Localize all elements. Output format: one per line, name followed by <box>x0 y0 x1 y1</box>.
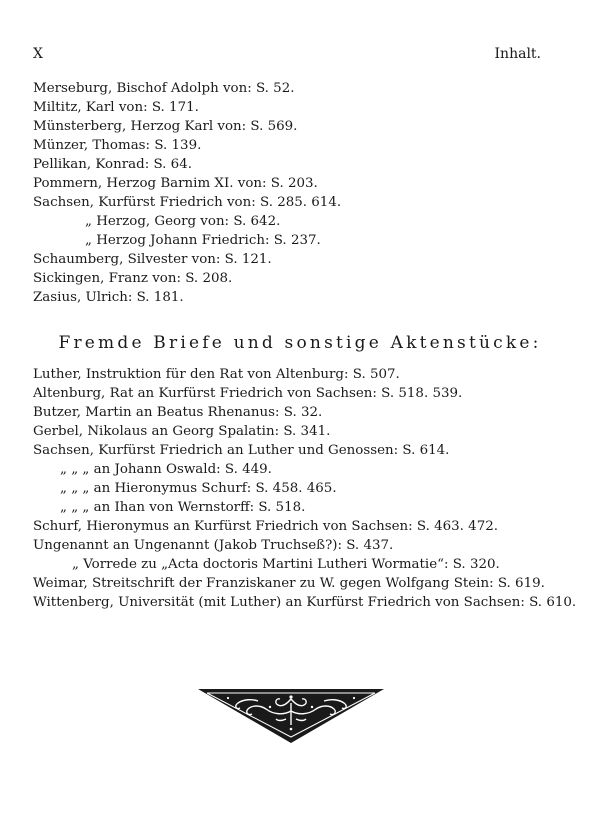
list-item: Weimar, Streitschrift der Franziskaner zu W. gegen Wolfgang Stein: S. 619. <box>33 576 545 591</box>
list-item: Schurf, Hieronymus an Kurfürst Friedrich von Sachsen: S. 463. 472. <box>33 519 498 534</box>
list-item: Luther, Instruktion für den Rat von Altenburg: S. 507. <box>33 367 400 382</box>
list-item: Schaumberg, Silvester von: S. 121. <box>33 252 272 267</box>
list-item: Merseburg, Bischof Adolph von: S. 52. <box>33 81 295 96</box>
tailpiece-ornament-icon <box>198 685 384 745</box>
list-item: „ „ „ an Ihan von Wernstorff: S. 518. <box>60 500 306 515</box>
page-number: X <box>33 46 43 62</box>
list-item: Zasius, Ulrich: S. 181. <box>33 290 184 305</box>
list-item: Butzer, Martin an Beatus Rhenanus: S. 32. <box>33 405 323 420</box>
list-item: „ „ „ an Hieronymus Schurf: S. 458. 465. <box>60 481 337 496</box>
list-item: Sickingen, Franz von: S. 208. <box>33 271 233 286</box>
list-item: „ „ „ an Johann Oswald: S. 449. <box>60 462 272 477</box>
list-item: Münzer, Thomas: S. 139. <box>33 138 202 153</box>
list-item: Miltitz, Karl von: S. 171. <box>33 100 199 115</box>
list-item: Ungenannt an Ungenannt (Jakob Truchseß?): S. 437. <box>33 538 394 553</box>
list-item: „ Vorrede zu „Acta doctoris Martini Lutheri Wormatie“: S. 320. <box>72 557 500 572</box>
list-item: Sachsen, Kurfürst Friedrich an Luther und Genossen: S. 614. <box>33 443 450 458</box>
list-item: Wittenberg, Universität (mit Luther) an Kurfürst Friedrich von Sachsen: S. 610. <box>33 595 577 610</box>
list-item: „ Herzog, Georg von: S. 642. <box>85 214 281 229</box>
running-head: Inhalt. <box>494 46 541 62</box>
list-item: Pommern, Herzog Barnim XI. von: S. 203. <box>33 176 318 191</box>
list-item: Pellikan, Konrad: S. 64. <box>33 157 192 172</box>
page-header <box>33 46 541 66</box>
section-heading: Fremde Briefe und sonstige Aktenstücke: <box>58 333 542 353</box>
list-item: Sachsen, Kurfürst Friedrich von: S. 285. 614. <box>33 195 342 210</box>
list-item: Gerbel, Nikolaus an Georg Spalatin: S. 341. <box>33 424 331 439</box>
list-item: Altenburg, Rat an Kurfürst Friedrich von Sachsen: S. 518. 539. <box>33 386 463 401</box>
list-item: „ Herzog Johann Friedrich: S. 237. <box>85 233 321 248</box>
list-item: Münsterberg, Herzog Karl von: S. 569. <box>33 119 298 134</box>
